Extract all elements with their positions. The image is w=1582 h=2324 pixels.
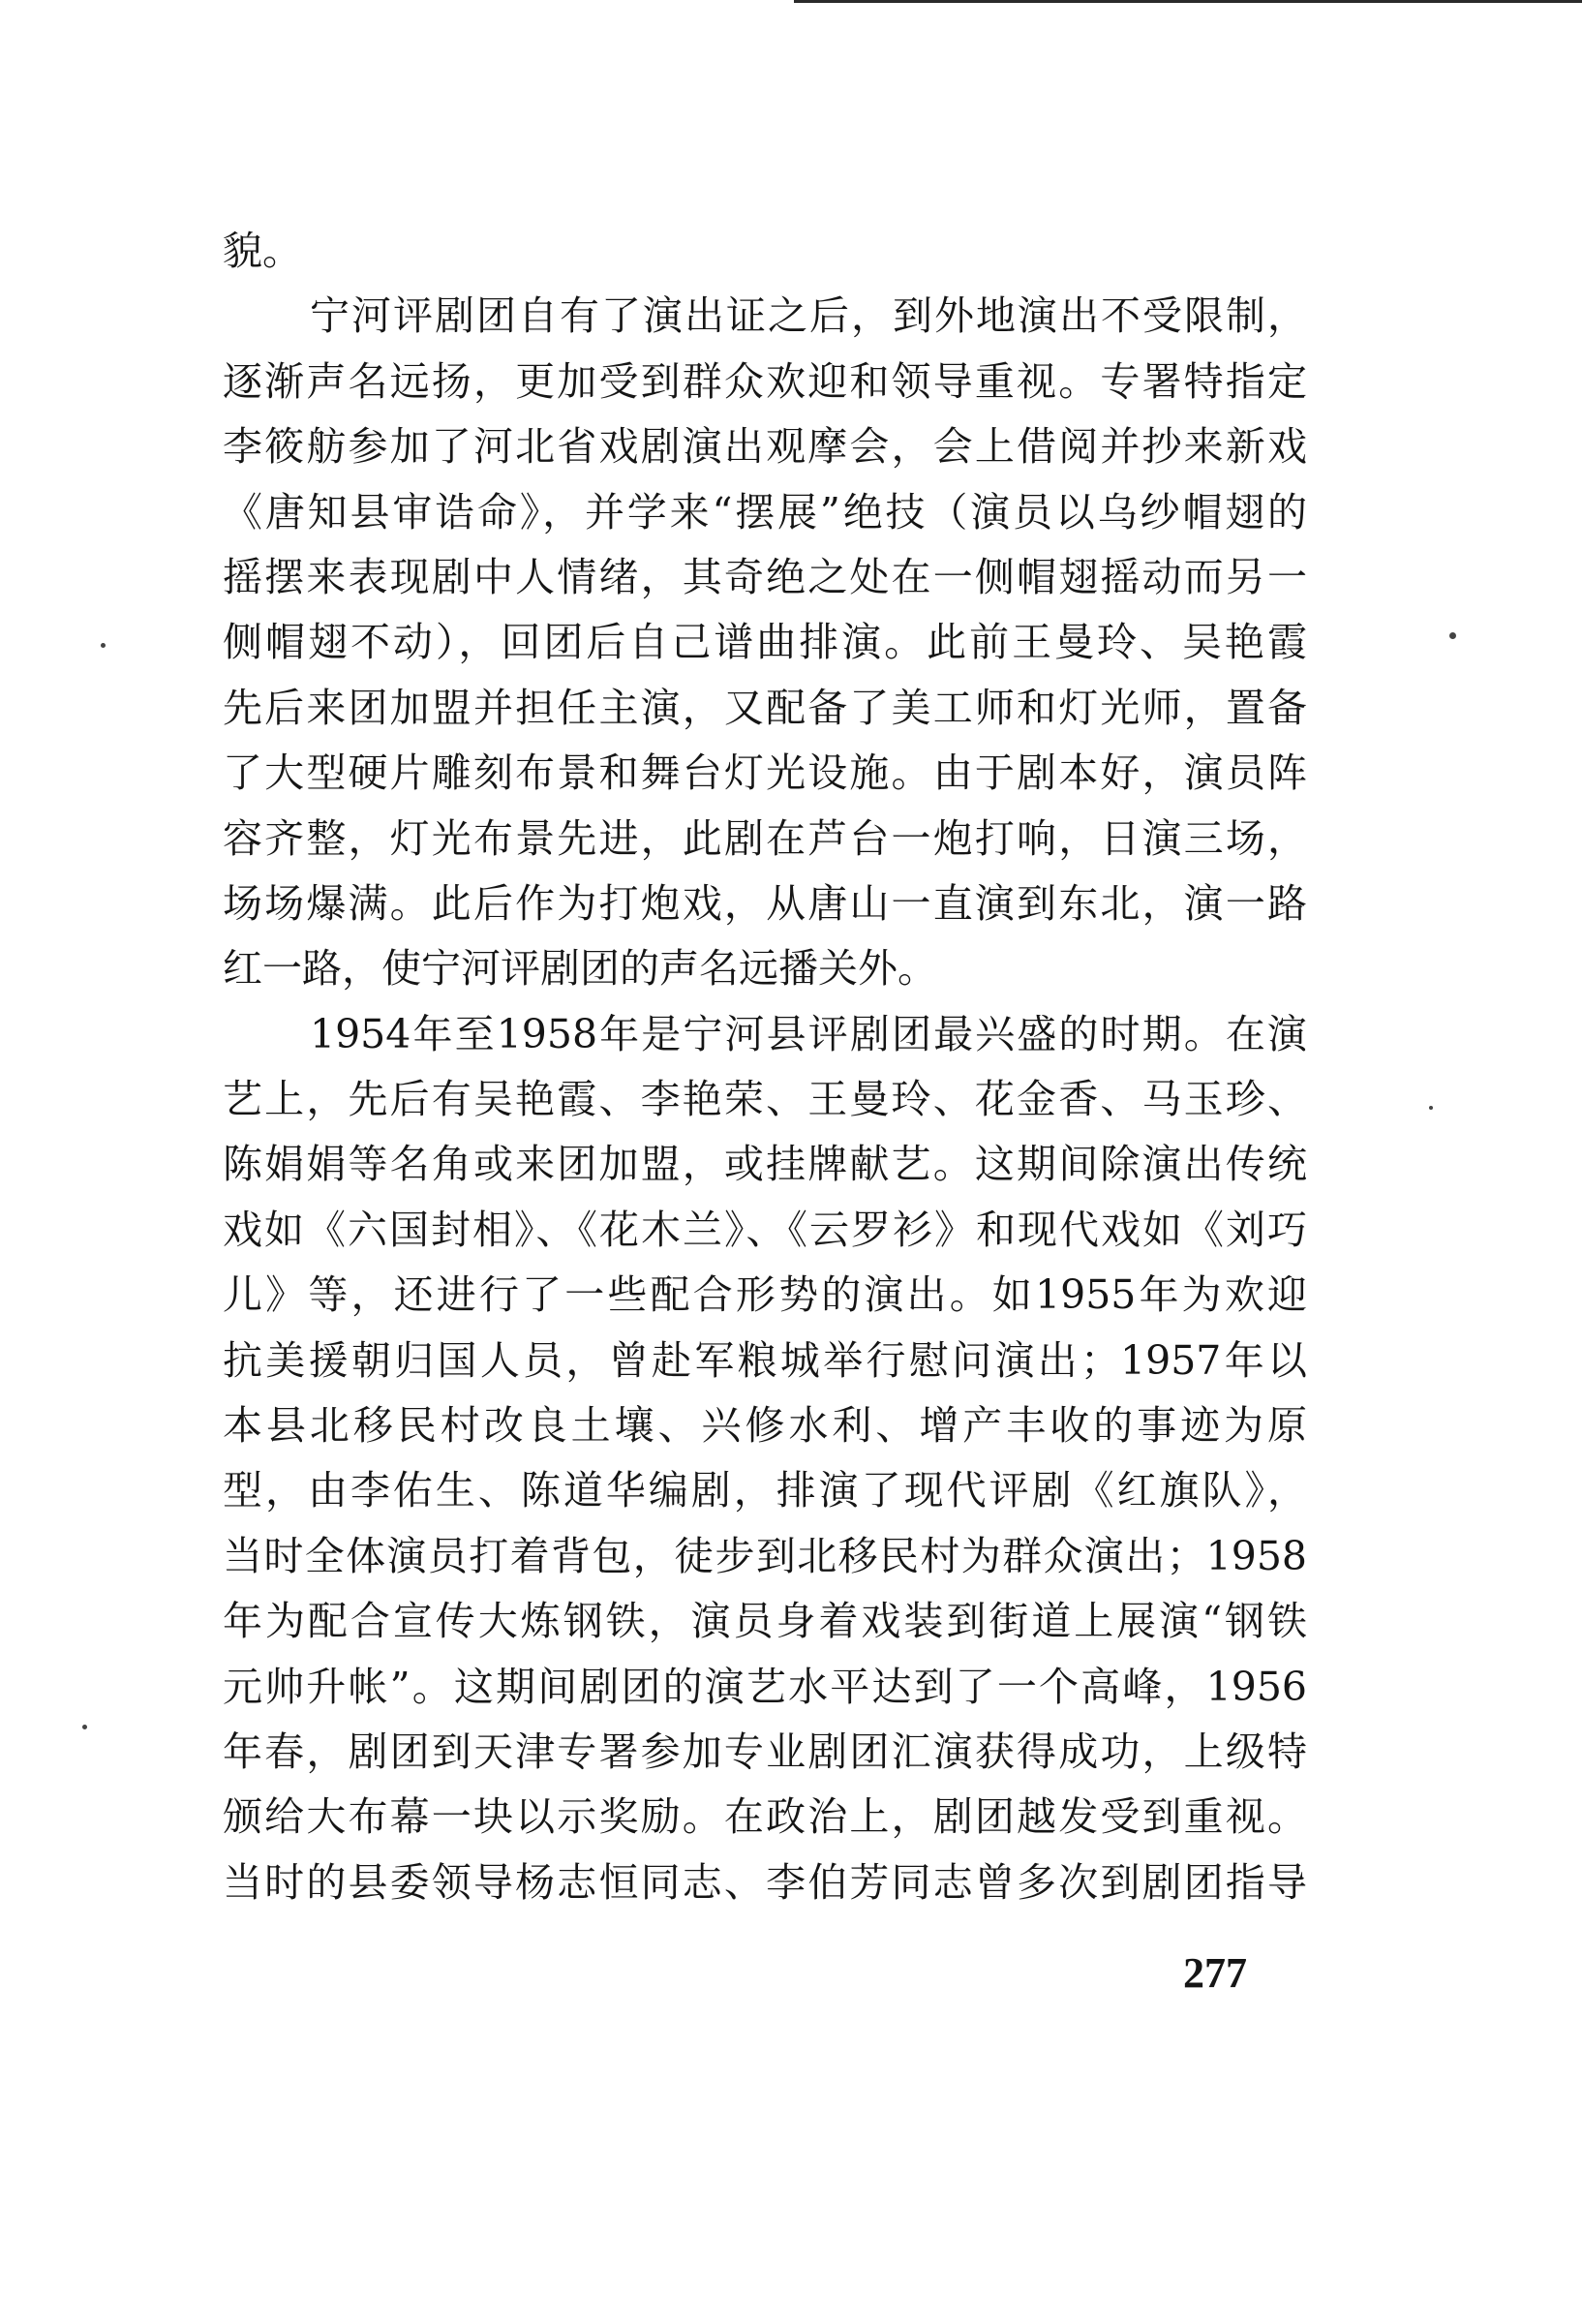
text-line: 抗美援朝归国人员，曾赴军粮城举行慰问演出；1957年以 [223, 1336, 1307, 1384]
text-line: 《唐知县审诰命》，并学来“摆展”绝技（演员以乌纱帽翅的 [223, 488, 1307, 535]
text-line: 儿》等，还进行了一些配合形势的演出。如1955年为欢迎 [223, 1271, 1307, 1319]
scan-speck [1449, 632, 1456, 639]
text-line: 年春，剧团到天津专署参加专业剧团汇演获得成功，上级特 [223, 1728, 1307, 1775]
text-line: 李筱舫参加了河北省戏剧演出观摩会，会上借阅并抄来新戏 [223, 423, 1307, 471]
paragraph-first-line: 宁河评剧团自有了演出证之后，到外地演出不受限制， [310, 292, 1307, 340]
text-line: 逐渐声名远扬，更加受到群众欢迎和领导重视。专署特指定 [223, 357, 1307, 405]
scan-speck [1429, 1106, 1433, 1110]
text-line: 当时的县委领导杨志恒同志、李伯芳同志曾多次到剧团指导 [223, 1858, 1307, 1906]
paragraph-first-line: 1954年至1958年是宁河县评剧团最兴盛的时期。在演 [310, 1010, 1307, 1057]
body-text [223, 219, 1307, 1915]
text-line: 场场爆满。此后作为打炮戏，从唐山一直演到东北，演一路 [223, 879, 1307, 927]
text-line: 陈娟娟等名角或来团加盟，或挂牌献艺。这期间除演出传统 [223, 1141, 1307, 1188]
text-line: 颁给大布幕一块以示奖励。在政治上，剧团越发受到重视。 [223, 1793, 1307, 1841]
text-line: 容齐整，灯光布景先进，此剧在芦台一炮打响，日演三场， [223, 814, 1307, 862]
text-line: 年为配合宣传大炼钢铁，演员身着戏装到街道上展演“钢铁 [223, 1598, 1307, 1645]
text-line: 红一路，使宁河评剧团的声名远播关外。 [223, 945, 937, 993]
text-line: 当时全体演员打着背包，徒步到北移民村为群众演出；1958 [223, 1532, 1307, 1579]
text-line: 艺上，先后有吴艳霞、李艳荣、王曼玲、花金香、马玉珍、 [223, 1076, 1307, 1123]
text-line: 先后来团加盟并担任主演，又配备了美工师和灯光师，置备 [223, 684, 1307, 731]
page-number: 277 [1183, 1949, 1247, 1997]
text-line: 型，由李佑生、陈道华编剧，排演了现代评剧《红旗队》， [223, 1467, 1307, 1514]
text-line: 本县北移民村改良土壤、兴修水利、增产丰收的事迹为原 [223, 1402, 1307, 1450]
text-line: 摇摆来表现剧中人情绪，其奇绝之处在一侧帽翅摇动而另一 [223, 553, 1307, 600]
top-border-rule [794, 0, 1582, 3]
text-line: 戏如《六国封相》、《花木兰》、《云罗衫》和现代戏如《刘巧 [223, 1206, 1307, 1253]
scan-speck [82, 1725, 87, 1729]
text-line: 元帅升帐”。这期间剧团的演艺水平达到了一个高峰，1956 [223, 1663, 1307, 1710]
text-line: 侧帽翅不动），回团后自己谱曲排演。此前王曼玲、吴艳霞 [223, 619, 1307, 666]
text-line: 貌。 [223, 228, 302, 274]
text-line: 了大型硬片雕刻布景和舞台灯光设施。由于剧本好，演员阵 [223, 749, 1307, 797]
scan-speck [101, 643, 106, 648]
